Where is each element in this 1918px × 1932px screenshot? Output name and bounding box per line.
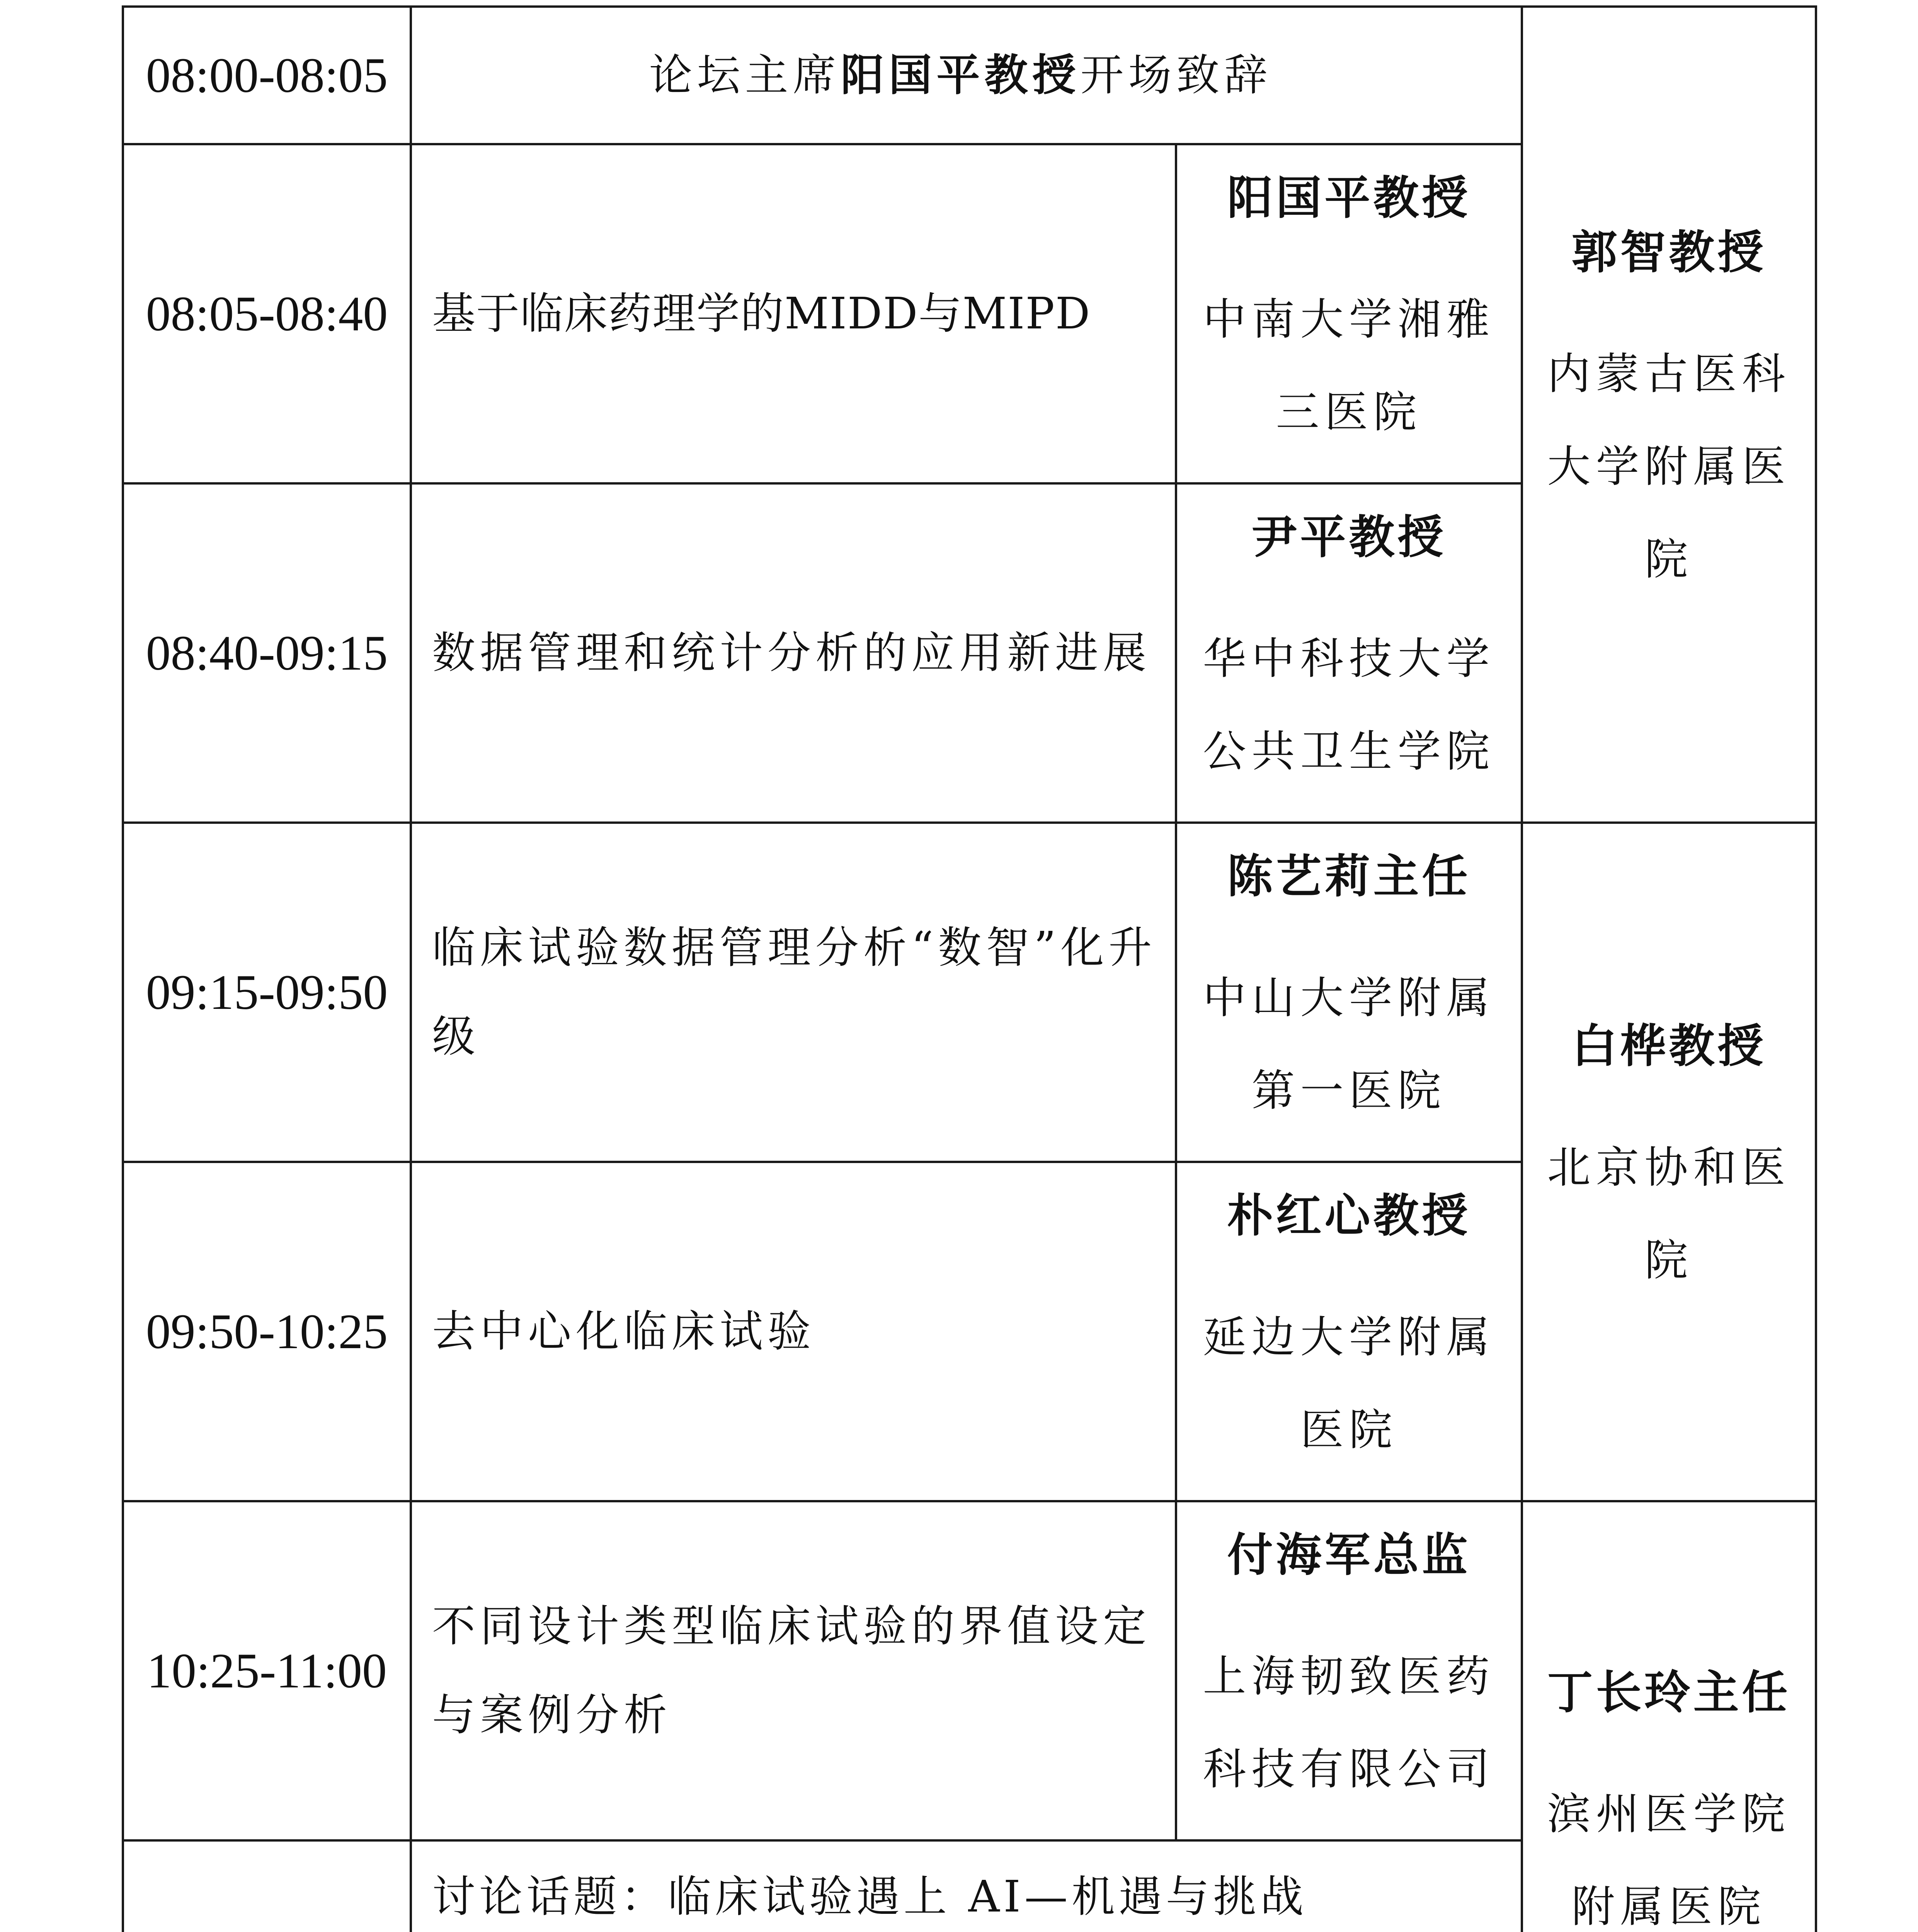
speaker-name: 朴红心教授 bbox=[1227, 1189, 1471, 1242]
speaker-affiliation: 华中科技大学公共卫生学院 bbox=[1203, 634, 1495, 777]
opening-post: 开场致辞 bbox=[1080, 50, 1272, 100]
agenda-table bbox=[122, 5, 1817, 1932]
speaker-name: 付海军总监 bbox=[1227, 1528, 1471, 1582]
topic-cell: 去中心化临床试验 bbox=[411, 1162, 1176, 1501]
time-cell: 08:00-08:05 bbox=[123, 7, 411, 144]
chair-affiliation: 滨州医学院附属医院 bbox=[1547, 1789, 1791, 1932]
chair-cell bbox=[1522, 1501, 1816, 1932]
speaker-name: 尹平教授 bbox=[1251, 510, 1447, 564]
chair-cell bbox=[1522, 823, 1816, 1501]
time-cell: 09:15-09:50 bbox=[123, 823, 411, 1162]
speaker-affiliation: 延边大学附属医院 bbox=[1203, 1312, 1495, 1455]
discussion-cell bbox=[411, 1840, 1522, 1932]
time-cell bbox=[123, 1840, 411, 1932]
table-row bbox=[123, 7, 1816, 144]
speaker-cell bbox=[1176, 144, 1522, 483]
opening-cell bbox=[411, 7, 1522, 144]
time-cell: 09:50-10:25 bbox=[123, 1162, 411, 1501]
speaker-name: 陈艺莉主任 bbox=[1227, 849, 1471, 903]
time-cell: 10:25-11:00 bbox=[123, 1501, 411, 1840]
speaker-name: 阳国平教授 bbox=[1227, 171, 1471, 224]
speaker-affiliation: 中山大学附属第一医院 bbox=[1203, 973, 1495, 1116]
speaker-cell bbox=[1176, 1501, 1522, 1840]
topic-cell: 临床试验数据管理分析“数智”化升级 bbox=[411, 823, 1176, 1162]
chair-affiliation: 北京协和医院 bbox=[1547, 1143, 1791, 1286]
chair-name: 白桦教授 bbox=[1571, 1019, 1767, 1073]
chair-cell bbox=[1522, 7, 1816, 823]
topic-cell: 基于临床药理学的MIDD与MIPD bbox=[411, 144, 1176, 483]
speaker-affiliation: 中南大学湘雅三医院 bbox=[1203, 294, 1495, 437]
time-cell: 08:05-08:40 bbox=[123, 144, 411, 483]
speaker-cell bbox=[1176, 823, 1522, 1162]
chair-name: 丁长玲主任 bbox=[1547, 1665, 1791, 1719]
speaker-cell bbox=[1176, 1162, 1522, 1501]
speaker-affiliation: 上海韧致医药科技有限公司 bbox=[1203, 1651, 1495, 1794]
discussion-topic: 讨论话题：临床试验遇上 AI—机遇与挑战 bbox=[432, 1872, 1307, 1922]
topic-cell: 不同设计类型临床试验的界值设定与案例分析 bbox=[411, 1501, 1176, 1840]
speaker-cell bbox=[1176, 483, 1522, 823]
time-cell: 08:40-09:15 bbox=[123, 483, 411, 823]
chair-affiliation: 内蒙古医科大学附属医院 bbox=[1547, 349, 1791, 585]
table-row bbox=[123, 1501, 1816, 1840]
table-row bbox=[123, 823, 1816, 1162]
opening-pre: 论坛主席 bbox=[649, 50, 841, 100]
topic-cell: 数据管理和统计分析的应用新进展 bbox=[411, 483, 1176, 823]
chair-name: 郭智教授 bbox=[1571, 225, 1767, 279]
opening-chair-name: 阳国平教授 bbox=[841, 50, 1081, 100]
